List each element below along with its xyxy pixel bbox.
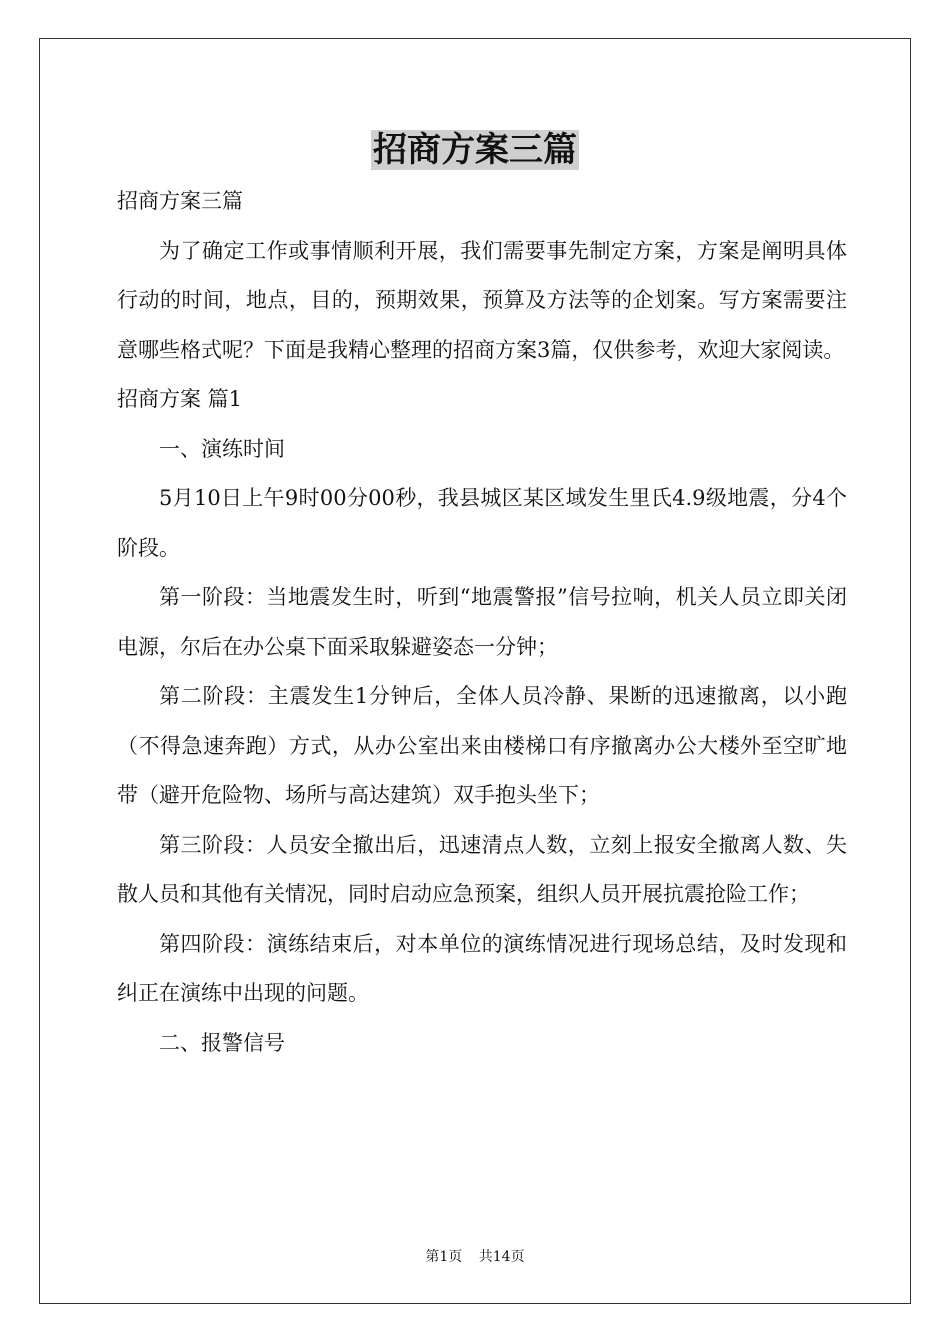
page-footer — [0, 1247, 950, 1267]
subsection-heading: 二、报警信号 — [159, 1030, 285, 1055]
document-title-text: 招商方案三篇 — [373, 130, 577, 170]
paragraph: 5月10日上午9时00分00秒，我县城区某区域发生里氏4.9级地震，分4个阶段。 — [117, 486, 847, 560]
paragraph: 第一阶段：当地震发生时，听到“地震警报”信号拉响，机关人员立即关闭电源，尔后在办公桌下面采取躲避姿态一分钟； — [117, 585, 847, 659]
paragraph: 招商方案三篇 — [117, 189, 243, 213]
subsection-heading: 一、演练时间 — [159, 436, 285, 461]
paragraph: 第二阶段：主震发生1分钟后，全体人员冷静、果断的迅速撤离，以小跑（不得急速奔跑）方式，从办公室出来由楼梯口有序撤离办公大楼外至空旷地带（避开危险物、场所与高达建筑）双手抱头坐下； — [117, 684, 847, 807]
document-body — [117, 177, 847, 1068]
section-heading: 招商方案 篇1 — [117, 387, 243, 411]
page-total: 共14页 — [478, 1249, 525, 1265]
page-number: 第1页 — [425, 1249, 463, 1265]
document-title — [0, 124, 950, 176]
paragraph: 为了确定工作或事情顺利开展，我们需要事先制定方案，方案是阐明具体行动的时间，地点，目的，预期效果，预算及方法等的企划案。写方案需要注意哪些格式呢？下面是我精心整理的招商方案3篇，仅供参考，欢迎大家阅读。 — [117, 238, 847, 362]
paragraph: 第三阶段：人员安全撤出后，迅速清点人数，立刻上报安全撤离人数、失散人员和其他有关情况，同时启动应急预案，组织人员开展抗震抢险工作； — [117, 832, 847, 906]
paragraph: 第四阶段：演练结束后，对本单位的演练情况进行现场总结，及时发现和纠正在演练中出现的问题。 — [117, 931, 847, 1005]
